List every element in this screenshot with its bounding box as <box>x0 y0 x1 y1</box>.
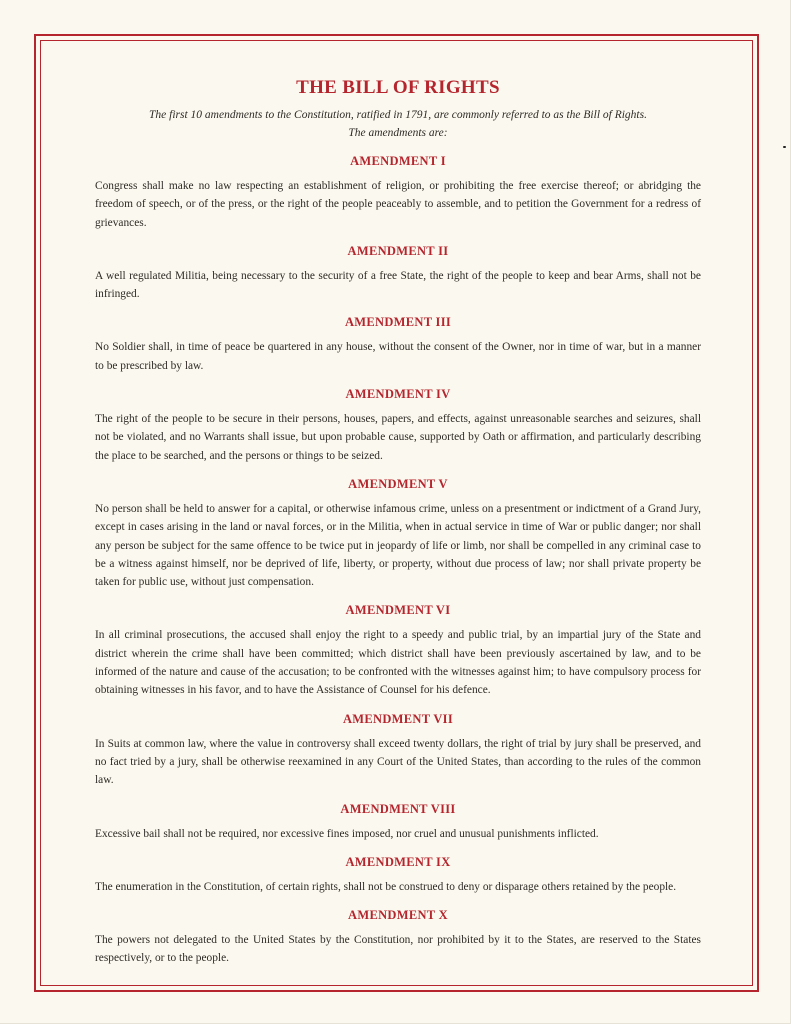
amendment-9 <box>95 843 701 896</box>
amendment-heading: AMENDMENT IX <box>345 854 451 869</box>
intro-line-2: The amendments are: <box>348 127 448 139</box>
amendment-8 <box>95 790 701 843</box>
amendment-text: A well regulated Militia, being necessary to the security of a free State, the right of the people to keep and bear Arms, shall not be infringed. <box>95 269 701 301</box>
amendment-text: Excessive bail shall not be required, nor excessive fines imposed, nor cruel and unusual punishments inflicted. <box>95 827 599 840</box>
ink-speck <box>783 146 786 148</box>
amendment-3 <box>95 303 701 375</box>
amendment-heading: AMENDMENT VII <box>342 711 454 726</box>
amendment-6 <box>95 591 701 699</box>
amendment-heading: AMENDMENT VIII <box>340 801 456 816</box>
amendment-text: No Soldier shall, in time of peace be quartered in any house, without the consent of the Owner, nor in time of war, but in a manner to be prescribed by law. <box>95 341 701 372</box>
amendment-7 <box>95 700 701 790</box>
amendment-text: The enumeration in the Constitution, of certain rights, shall not be construed to deny or disparage others retained by the people. <box>95 880 677 893</box>
amendment-text: Congress shall make no law respecting an establishment of religion, or prohibiting the free exercise thereof; or abridging the freedom of speech, or of the press, or the right of the people peaceably to assemble, and to petition the Government for a redress of grievances. <box>95 180 701 229</box>
amendment-text: No person shall be held to answer for a capital, or otherwise infamous crime, unless on a presentment or indictment of a Grand Jury, except in cases arising in the land or naval forces, or in the Militia, when in actual service in time of War or public danger; nor shall any person be subject for the same offence to be twice put in jeopardy of life or limb, nor shall be compelled in any criminal case to be a witness against himself, nor be deprived of life, liberty, or property, without due process of law; nor shall private property be taken for public use, without just compensation. <box>95 502 701 589</box>
intro-line-1: The first 10 amendments to the Constitution, ratified in 1791, are commonly referred to as the Bill of Rights. <box>149 109 647 121</box>
amendment-2 <box>95 232 701 304</box>
amendment-text: In all criminal prosecutions, the accused shall enjoy the right to a speedy and public trial, by an impartial jury of the State and district wherein the crime shall have been committed; which district shall have been previously ascertained by law, and to be informed of the nature and cause of the accusation; to be confronted with the witnesses against him; to have compulsory process for obtaining witnesses in his favor, and to have the Assistance of Counsel for his defence. <box>95 629 701 697</box>
intro-text <box>95 106 701 142</box>
amendment-10 <box>95 896 701 968</box>
amendment-heading: AMENDMENT II <box>347 243 449 258</box>
amendment-heading: AMENDMENT VI <box>345 603 451 618</box>
amendment-heading: AMENDMENT I <box>350 154 446 168</box>
amendment-heading: AMENDMENT V <box>348 476 448 491</box>
amendment-5 <box>95 465 701 591</box>
amendment-text: In Suits at common law, where the value in controversy shall exceed twenty dollars, the right of trial by jury shall be preserved, and no fact tried by a jury, shall be otherwise reexamined in any Court of the United States, than according to the rules of the common law. <box>95 737 701 787</box>
amendment-4 <box>95 375 701 465</box>
amendment-text: The right of the people to be secure in their persons, houses, papers, and effects, against unreasonable searches and seizures, shall not be violated, and no Warrants shall issue, but upon probable cause, supported by Oath or affirmation, and particularly describing the place to be searched, and the persons or things to be seized. <box>95 413 701 462</box>
amendment-heading: AMENDMENT IV <box>345 387 451 402</box>
page-title: THE BILL OF RIGHTS <box>296 77 500 98</box>
amendment-1 <box>95 142 701 232</box>
amendment-heading: AMENDMENT III <box>344 315 452 330</box>
amendment-heading: AMENDMENT X <box>348 908 448 923</box>
document-body <box>95 76 701 968</box>
amendment-text: The powers not delegated to the United States by the Constitution, nor prohibited by it to the States, are reserved to the States respectively, or to the people. <box>95 934 701 965</box>
